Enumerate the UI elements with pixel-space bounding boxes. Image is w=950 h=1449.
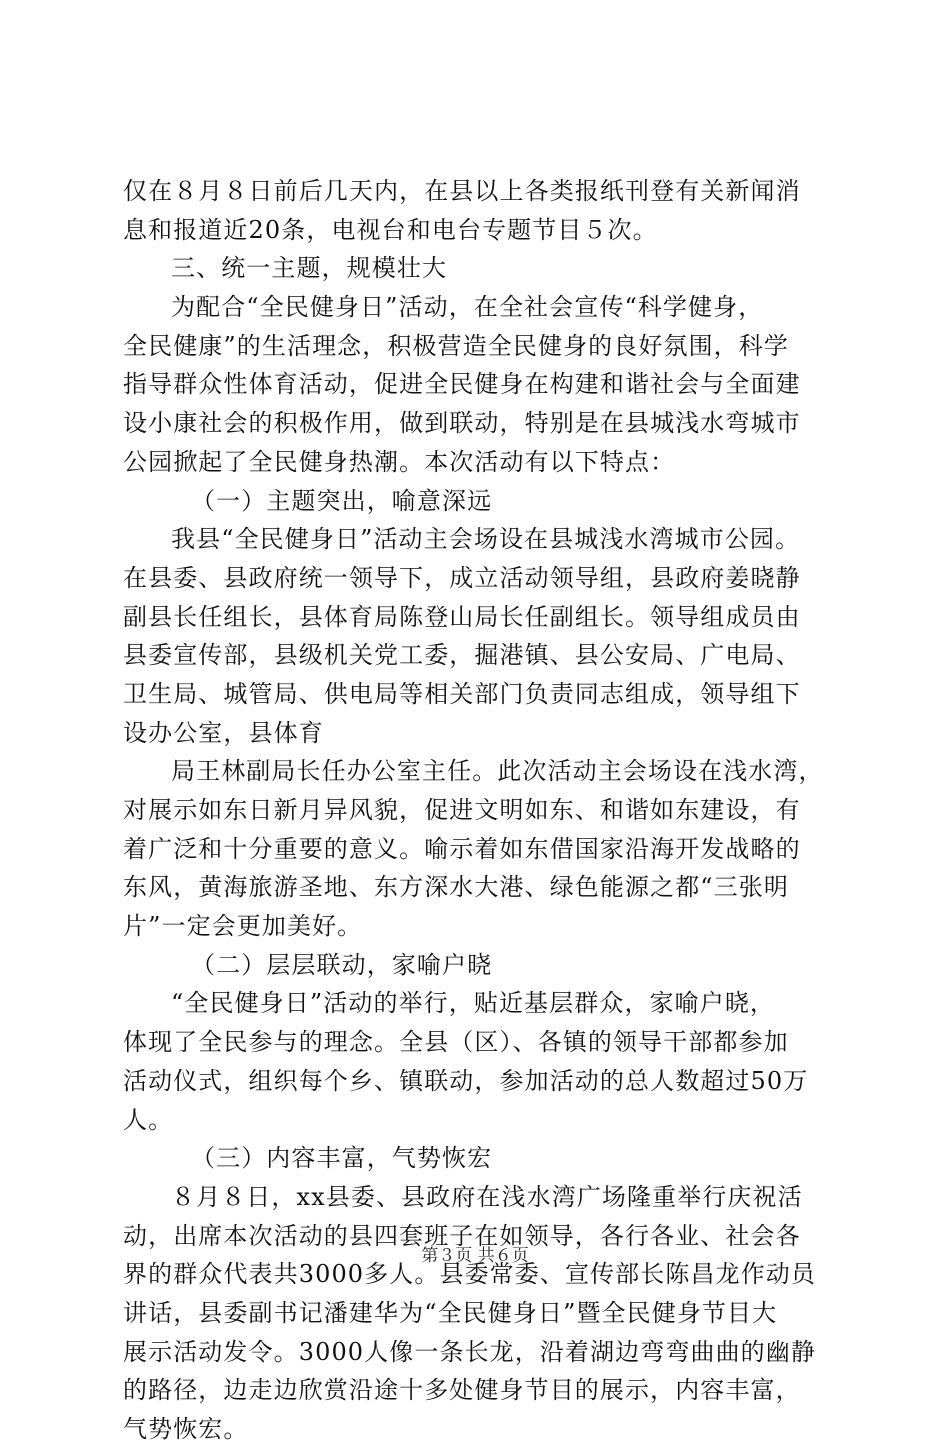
text-line: 设办公室，县体育	[123, 718, 324, 747]
text-line: 全民健康”的生活理念，积极营造全民健身的良好氛围，科学	[123, 331, 789, 360]
text-line: 三、统一主题，规模壮大	[171, 254, 448, 283]
text-line: “全民健身日”活动的举行，贴近基层群众，家喻户晓，	[171, 989, 776, 1018]
text-line: 展示活动发令。3000人像一条长龙，沿着湖边弯弯曲曲的幽静	[123, 1337, 816, 1366]
text-line: 卫生局、城管局、供电局等相关部门负责同志组成，领导组下	[123, 679, 801, 708]
text-line: 着广泛和十分重要的意义。喻示着如东借国家沿海开发战略的	[123, 834, 801, 863]
text-line: 片”一定会更加美好。	[123, 912, 363, 941]
text-line: 为配合“全民健身日”活动，在全社会宣传“科学健身，	[171, 293, 764, 322]
text-line: 在县委、县政府统一领导下，成立活动领导组，县政府姜晓静	[123, 563, 801, 592]
text-line: 息和报道近20条，电视台和电台专题节目５次。	[123, 215, 658, 244]
page-number-footer: 第３页 共６页	[421, 1246, 529, 1266]
text-line: ８月８日，xx县委、县政府在浅水湾广场隆重举行庆祝活	[171, 1182, 803, 1211]
text-line: 指导群众性体育活动，促进全民健身在构建和谐社会与全面建	[123, 370, 801, 399]
text-line: （一）主题突出，喻意深远	[191, 486, 493, 515]
text-line: 县委宣传部，县级机关党工委，掘港镇、县公安局、广电局、	[123, 641, 801, 670]
text-line: 东风，黄海旅游圣地、东方深水大港、绿色能源之都“三张明	[123, 873, 789, 902]
text-line: 的路径，边走边欣赏沿途十多处健身节目的展示，内容丰富，	[123, 1376, 801, 1405]
text-line: （二）层层联动，家喻户晓	[191, 950, 493, 979]
text-line: 我县“全民健身日”活动主会场设在县城浅水湾城市公园。	[171, 525, 801, 554]
text-line: 气势恢宏。	[123, 1415, 249, 1443]
text-line: 动，出席本次活动的县四套班子在如领导，各行各业、社会各	[123, 1221, 801, 1250]
text-line: 局王林副局长任办公室主任。此次活动主会场设在浅水湾，	[171, 757, 824, 786]
text-line: 对展示如东日新月异风貌，促进文明如东、和谐如东建设，有	[123, 796, 801, 824]
text-line: 体现了全民参与的理念。全县（区）、各镇的领导干部都参加	[123, 1028, 789, 1057]
text-line: 副县长任组长，县体育局陈登山局长任副组长。领导组成员由	[123, 602, 801, 631]
text-line: 活动仪式，组织每个乡、镇联动，参加活动的总人数超过50万	[123, 1066, 809, 1095]
text-line: （三）内容丰富，气势恢宏	[191, 1144, 493, 1173]
text-line: 仅在８月８日前后几天内，在县以上各类报纸刊登有关新闻消	[123, 177, 801, 205]
text-line: 人。	[123, 1105, 174, 1134]
text-line: 讲话，县委副书记潘建华为“全民健身日”暨全民健身节目大	[123, 1298, 778, 1327]
text-line: 设小康社会的积极作用，做到联动，特别是在县城浅水弯城市	[123, 409, 801, 438]
text-line: 界的群众代表共3000多人。县委常委、宣传部长陈昌龙作动员	[123, 1260, 816, 1289]
text-line: 公园掀起了全民健身热潮。本次活动有以下特点：	[123, 447, 676, 476]
